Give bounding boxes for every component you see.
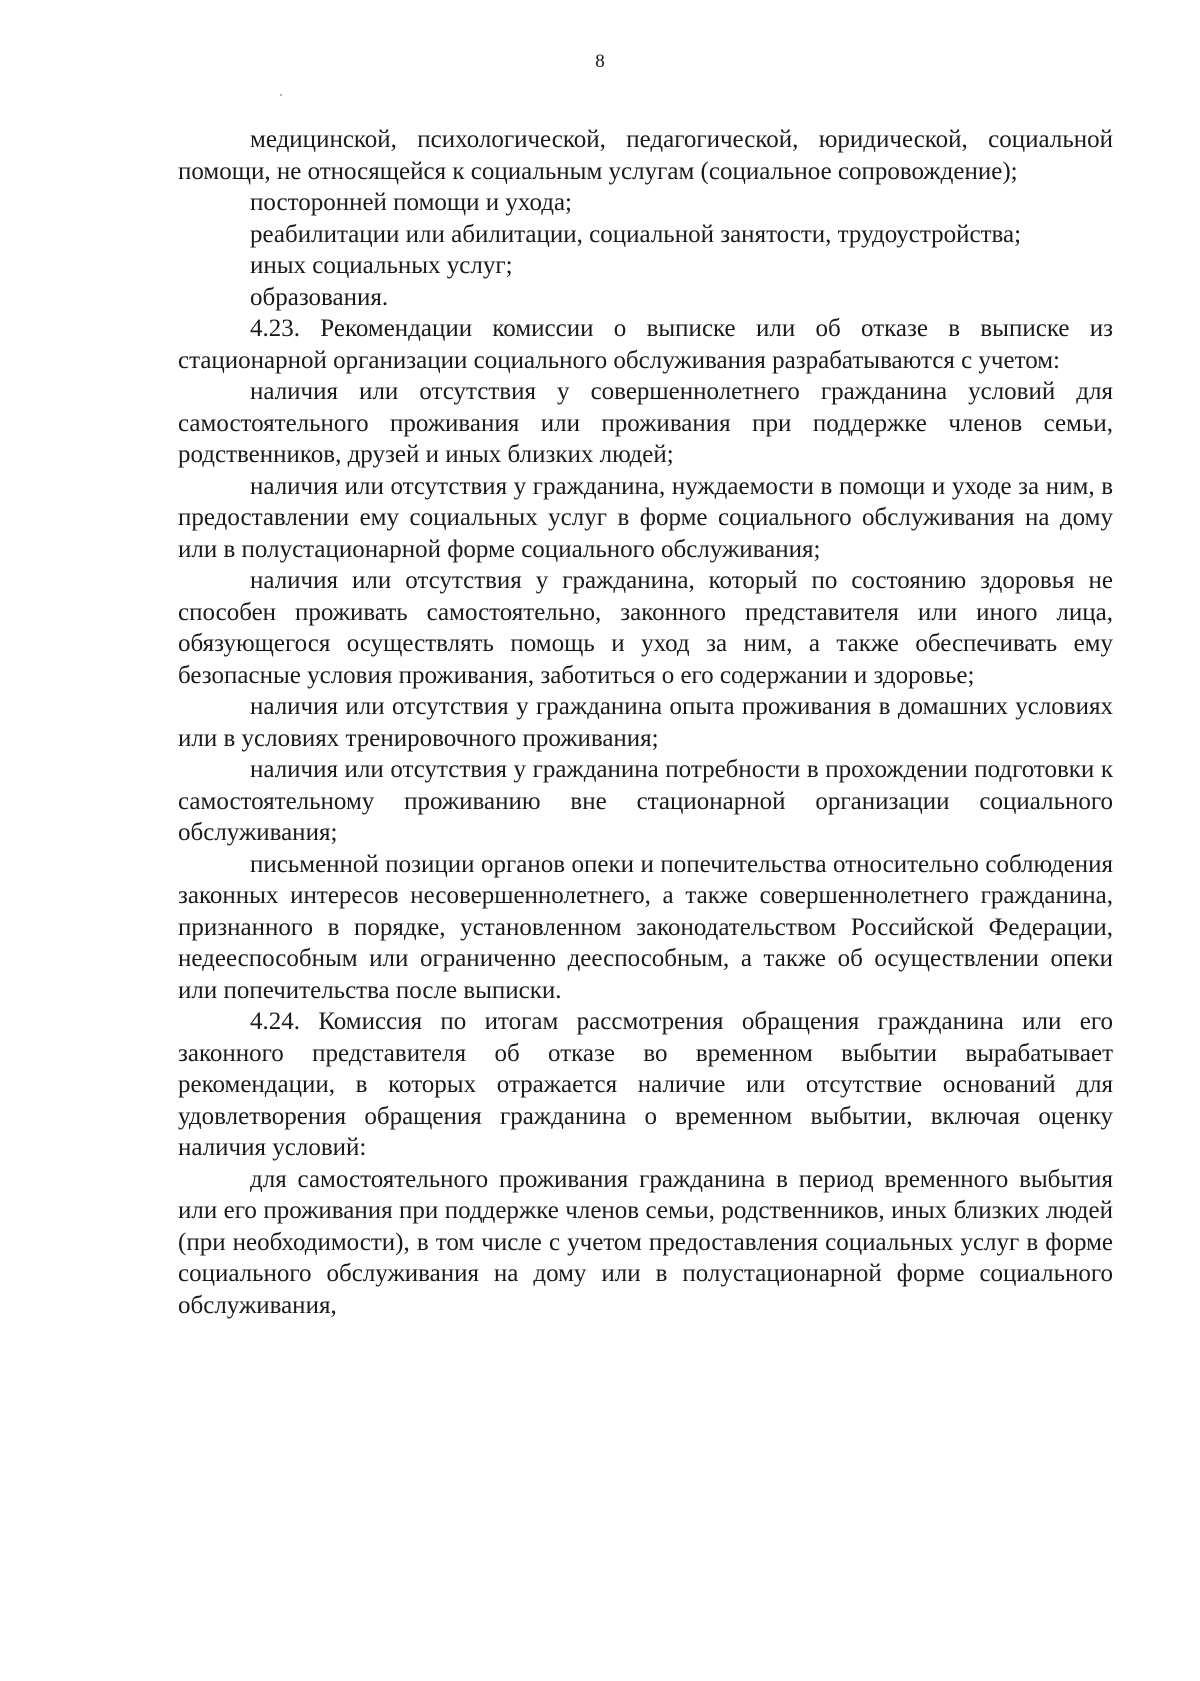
scan-speck <box>280 94 282 96</box>
paragraph-education: образования. <box>250 283 389 311</box>
paragraph-rehabilitation: реабилитации или абилитации, социальной занятости, трудоустройства; <box>250 220 1022 248</box>
paragraph-preparation-need: наличия или отсутствия у гражданина потребности в прохождении подготовки к самостоятельному проживанию вне стационарной организации социального обслуживания; <box>178 756 1113 846</box>
paragraph-guardianship-position: письменной позиции органов опеки и попечительства относительно соблюдения законных интересов несовершеннолетнего, а также совершеннолетнего гражданина, признанного в порядке, установленном законодательством Российской Федерации, недееспособным или ограниченно дееспособным, а также об осуществлении опеки или попечительства после выписки. <box>178 850 1113 1004</box>
paragraph-other-services: иных социальных услуг; <box>250 252 513 279</box>
document-body <box>178 124 1113 1321</box>
paragraph-need-for-care: наличия или отсутствия у гражданина, нуждаемости в помощи и уходе за ним, в предоставлении ему социальных услуг в форме социального обслуживания на дому или в полустационарной форме социального обслуживания; <box>178 472 1113 563</box>
paragraph-assistance-types: медицинской, психологической, педагогической, юридической, социальной помощи, не относящейся к социальным услугам (социальное сопровождение); <box>178 126 1113 185</box>
page-number: 8 <box>595 51 605 72</box>
paragraph-clause-4-24: 4.24. Комиссия по итогам рассмотрения обращения гражданина или его законного представителя об отказе во временном выбытии вырабатывает рекомендации, в которых отражается наличие или отсутствие оснований для удовлетворения обращения гражданина о временном выбытии, включая оценку наличия условий: <box>178 1008 1113 1161</box>
paragraph-legal-representative: наличия или отсутствия у гражданина, который по состоянию здоровья не способен проживать самостоятельно, законного представителя или иного лица, обязующегося осуществлять помощь и уход за ним, а также обеспечивать ему безопасные условия проживания, заботиться о его содержании и здоровье; <box>178 567 1113 689</box>
paragraph-living-experience: наличия или отсутствия у гражданина опыта проживания в домашних условиях или в условиях тренировочного проживания; <box>178 693 1113 752</box>
paragraph-temporary-leave-conditions: для самостоятельного проживания гражданина в период временного выбытия или его проживания при поддержке членов семьи, родственников, иных близких людей (при необходимости), в том числе с учетом предоставления социальных услуг в форме социального обслуживания на дому или в полустационарной форме социального обслуживания, <box>178 1165 1113 1319</box>
paragraph-outside-help: посторонней помощи и ухода; <box>250 189 572 216</box>
paragraph-clause-4-23: 4.23. Рекомендации комиссии о выписке или об отказе в выписке из стационарной организации социального обслуживания разрабатываются с учетом: <box>178 315 1113 374</box>
paragraph-adult-living-conditions: наличия или отсутствия у совершеннолетнего гражданина условий для самостоятельного проживания или проживания при поддержке членов семьи, родственников, друзей и иных близких людей; <box>178 378 1113 468</box>
